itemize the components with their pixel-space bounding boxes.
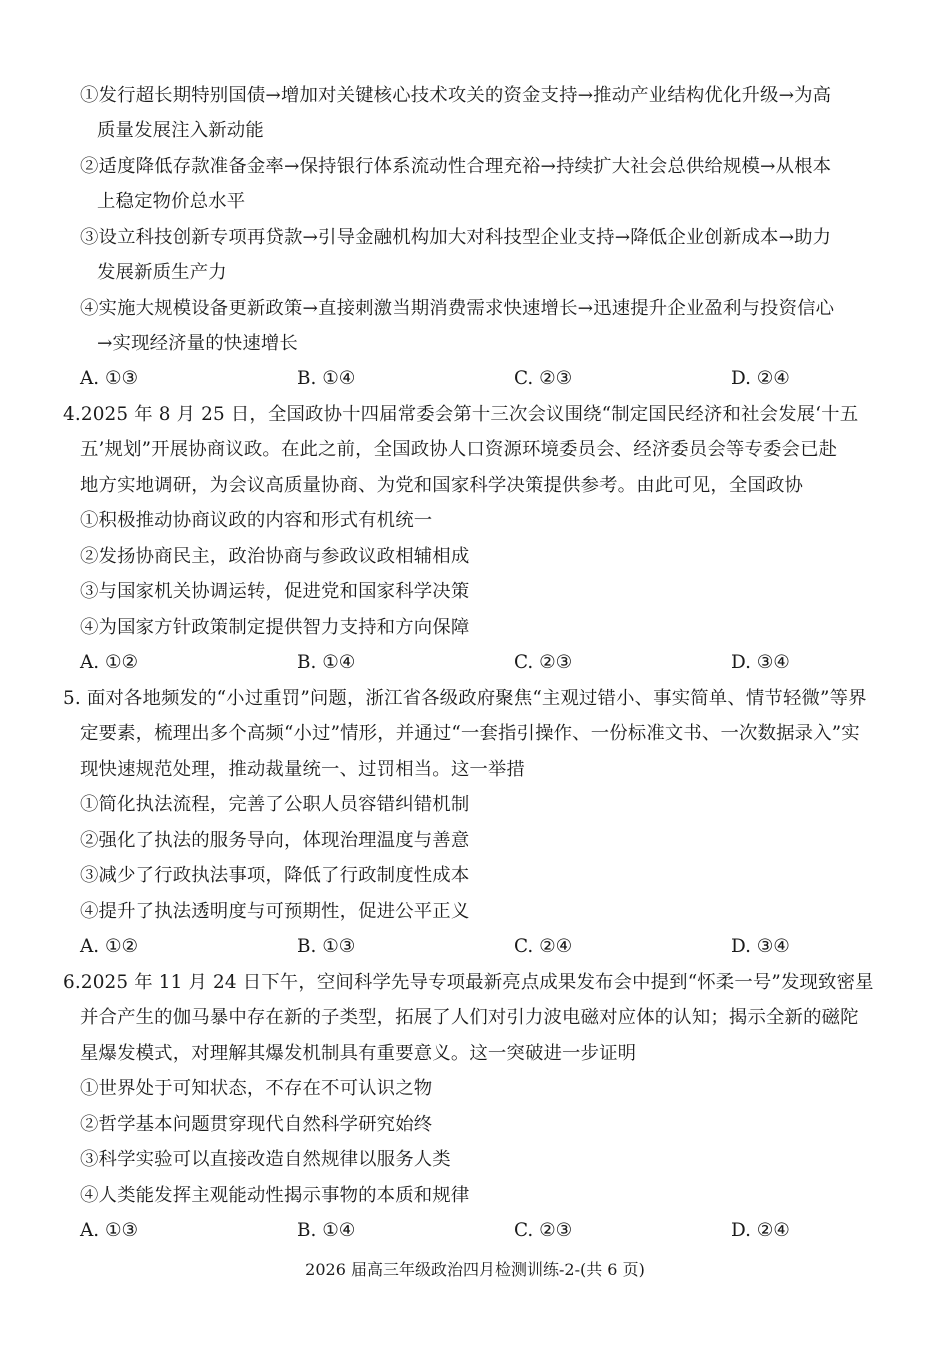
q5-option-d: D. ③④ [731, 936, 790, 957]
q5-stem-line-2: 定要素，梳理出多个高频“小过”情形，并通过“一套指引操作、一份标准文书、一次数据录入”实 [80, 723, 860, 744]
q6-option-c: C. ②③ [514, 1220, 573, 1241]
q5-option-b: B. ①③ [297, 936, 356, 957]
q6-option-a: A. ①③ [80, 1220, 138, 1241]
q6-option-b: B. ①④ [297, 1220, 356, 1241]
q4-option-c: C. ②③ [514, 652, 573, 673]
page-footer: 2026 届高三年级政治四月检测训练-2-(共 6 页) [305, 1260, 645, 1279]
q3-option-b: B. ①④ [297, 368, 356, 389]
q3-item-1-line-2: 质量发展注入新动能 [97, 120, 264, 141]
q3-item-4-line-2: →实现经济量的快速增长 [97, 333, 298, 354]
q4-option-d: D. ③④ [731, 652, 790, 673]
q4-item-4: ④为国家方针政策制定提供智力支持和方向保障 [80, 617, 470, 638]
q6-item-3: ③科学实验可以直接改造自然规律以服务人类 [80, 1149, 451, 1170]
q5-item-1: ①简化执法流程，完善了公职人员容错纠错机制 [80, 794, 470, 815]
q3-option-d: D. ②④ [731, 368, 790, 389]
q3-option-a: A. ①③ [80, 368, 138, 389]
q5-stem-line-3: 现快速规范处理，推动裁量统一、过罚相当。这一举措 [80, 759, 525, 780]
q3-item-1-line-1: ①发行超长期特别国债→增加对关键核心技术攻关的资金支持→推动产业结构优化升级→为高 [80, 85, 832, 106]
q5-item-2: ②强化了执法的服务导向，体现治理温度与善意 [80, 830, 470, 851]
q6-option-d: D. ②④ [731, 1220, 790, 1241]
q6-item-2: ②哲学基本问题贯穿现代自然科学研究始终 [80, 1114, 433, 1135]
q4-item-3: ③与国家机关协调运转，促进党和国家科学决策 [80, 581, 470, 602]
q4-stem-line-3: 地方实地调研，为会议高质量协商、为党和国家科学决策提供参考。由此可见，全国政协 [80, 475, 804, 496]
q3-item-3-line-2: 发展新质生产力 [97, 262, 227, 283]
q3-item-2-line-2: 上稳定物价总水平 [97, 191, 246, 212]
q5-item-3: ③减少了行政执法事项，降低了行政制度性成本 [80, 865, 470, 886]
q4-item-2: ②发扬协商民主，政治协商与参政议政相辅相成 [80, 546, 470, 567]
q6-item-4: ④人类能发挥主观能动性揭示事物的本质和规律 [80, 1185, 470, 1206]
q6-item-1: ①世界处于可知状态，不存在不可认识之物 [80, 1078, 433, 1099]
q3-item-3-line-1: ③设立科技创新专项再贷款→引导金融机构加大对科技型企业支持→降低企业创新成本→助力 [80, 227, 832, 248]
q4-option-b: B. ①④ [297, 652, 356, 673]
q4-option-a: A. ①② [80, 652, 138, 673]
q4-stem-line-2: 五’规划”开展协商议政。在此之前，全国政协人口资源环境委员会、经济委员会等专委会已赴 [80, 439, 838, 460]
q3-option-c: C. ②③ [514, 368, 573, 389]
q4-item-1: ①积极推动协商议政的内容和形式有机统一 [80, 510, 433, 531]
q6-stem-line-2: 并合产生的伽马暴中存在新的子类型，拓展了人们对引力波电磁对应体的认知；揭示全新的磁陀 [80, 1007, 859, 1028]
q5-option-c: C. ②④ [514, 936, 573, 957]
q3-item-2-line-1: ②适度降低存款准备金率→保持银行体系流动性合理充裕→持续扩大社会总供给规模→从根本 [80, 156, 832, 177]
q5-item-4: ④提升了执法透明度与可预期性，促进公平正义 [80, 901, 470, 922]
q3-item-4-line-1: ④实施大规模设备更新政策→直接刺激当期消费需求快速增长→迅速提升企业盈利与投资信心 [80, 298, 835, 319]
q6-stem-line-3: 星爆发模式，对理解其爆发机制具有重要意义。这一突破进一步证明 [80, 1043, 637, 1064]
q5-stem-line-1: 5. 面对各地频发的“小过重罚”问题，浙江省各级政府聚焦“主观过错小、事实简单、情节轻微”等界 [63, 688, 867, 709]
q5-option-a: A. ①② [80, 936, 138, 957]
q6-stem-line-1: 6.2025 年 11 月 24 日下午，空间科学先导专项最新亮点成果发布会中提到“怀柔一号”发现致密星 [63, 972, 874, 993]
q4-stem-line-1: 4.2025 年 8 月 25 日，全国政协十四届常委会第十三次会议围绕“制定国民经济和社会发展‘十五 [63, 404, 859, 425]
